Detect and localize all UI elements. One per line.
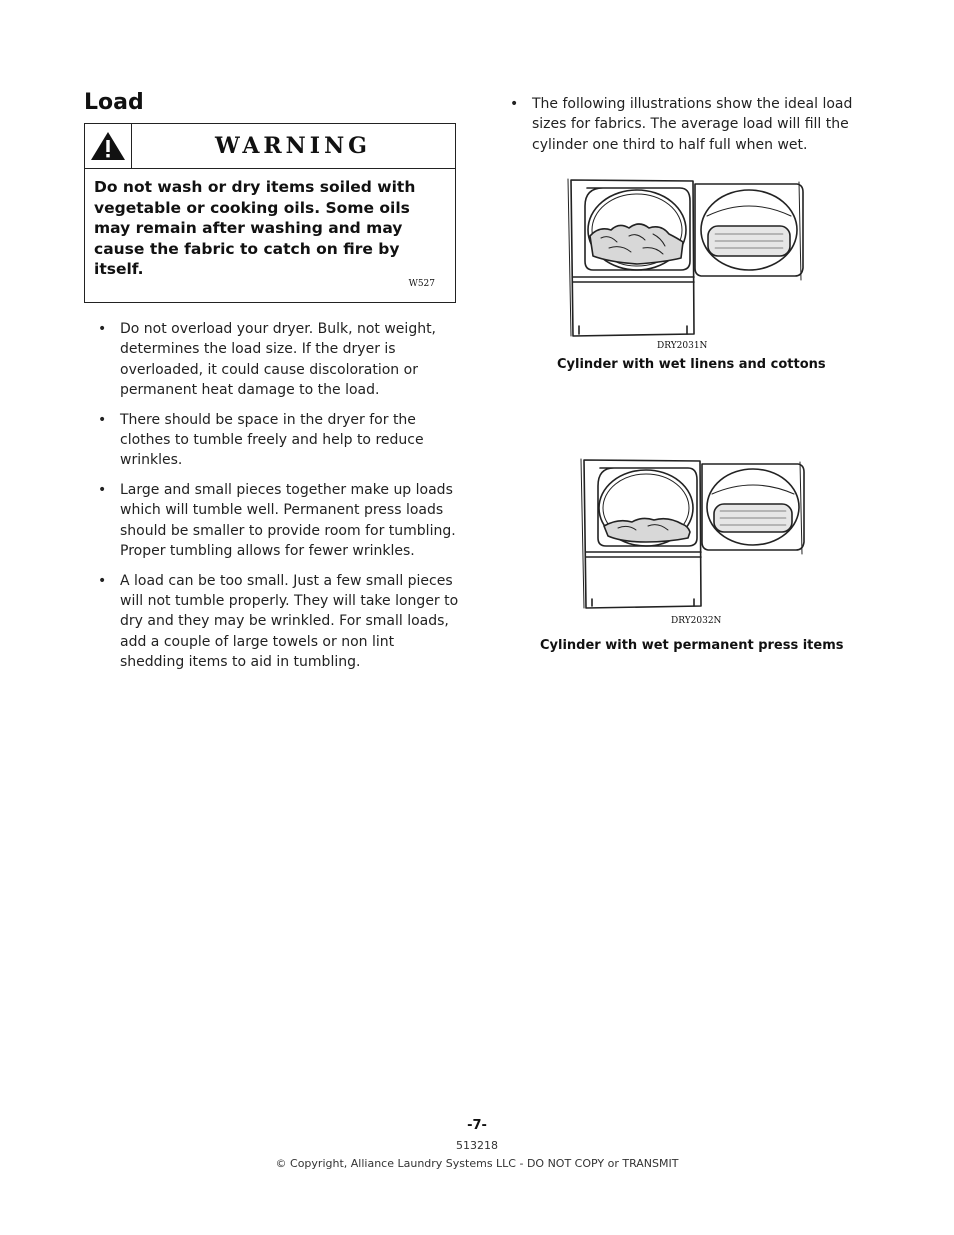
dryer-illustration-linens bbox=[565, 176, 807, 340]
figure-code: DRY2032N bbox=[671, 616, 722, 626]
warning-box bbox=[84, 123, 456, 303]
illustration-intro-list bbox=[508, 94, 868, 164]
warning-header bbox=[85, 124, 455, 169]
warning-title: WARNING bbox=[215, 133, 371, 159]
figure-caption: Cylinder with wet linens and cottons bbox=[557, 357, 826, 372]
list-item: • A load can be too small. Just a few small pieces will not tumble properly. They will take longer to dry and they may be wrinkled. For small loads, add a couple of large towels or non lint shedding items to aid in tumbling. bbox=[96, 571, 460, 672]
section-title: Load bbox=[84, 90, 144, 115]
figure-caption: Cylinder with wet permanent press items bbox=[540, 638, 844, 653]
dryer-illustration-permanent-press bbox=[578, 456, 808, 612]
warning-text: Do not wash or dry items soiled with vegetable or cooking oils. Some oils may remain after washing and may cause the fabric to catch on fire by itself. bbox=[94, 178, 416, 278]
warning-triangle-icon bbox=[85, 124, 132, 168]
page-number: -7- bbox=[467, 1118, 487, 1133]
load-guidelines-list bbox=[96, 319, 460, 682]
figure-code: DRY2031N bbox=[657, 341, 708, 351]
document-number: 513218 bbox=[456, 1139, 498, 1152]
list-item: • Large and small pieces together make up loads which will tumble well. Permanent press loads should be smaller to provide room for tumbling. Proper tumbling allows for fewer wrinkles. bbox=[96, 480, 460, 561]
list-item: • Do not overload your dryer. Bulk, not weight, determines the load size. If the dryer is overloaded, it could cause discoloration or permanent heat damage to the load. bbox=[96, 319, 460, 400]
copyright-notice: © Copyright, Alliance Laundry Systems LLC - DO NOT COPY or TRANSMIT bbox=[275, 1157, 679, 1170]
warning-code: W527 bbox=[408, 279, 435, 289]
list-item: • The following illustrations show the ideal load sizes for fabrics. The average load will fill the cylinder one third to half full when wet. bbox=[508, 94, 868, 155]
list-item: • There should be space in the dryer for the clothes to tumble freely and help to reduce wrinkles. bbox=[96, 410, 460, 471]
